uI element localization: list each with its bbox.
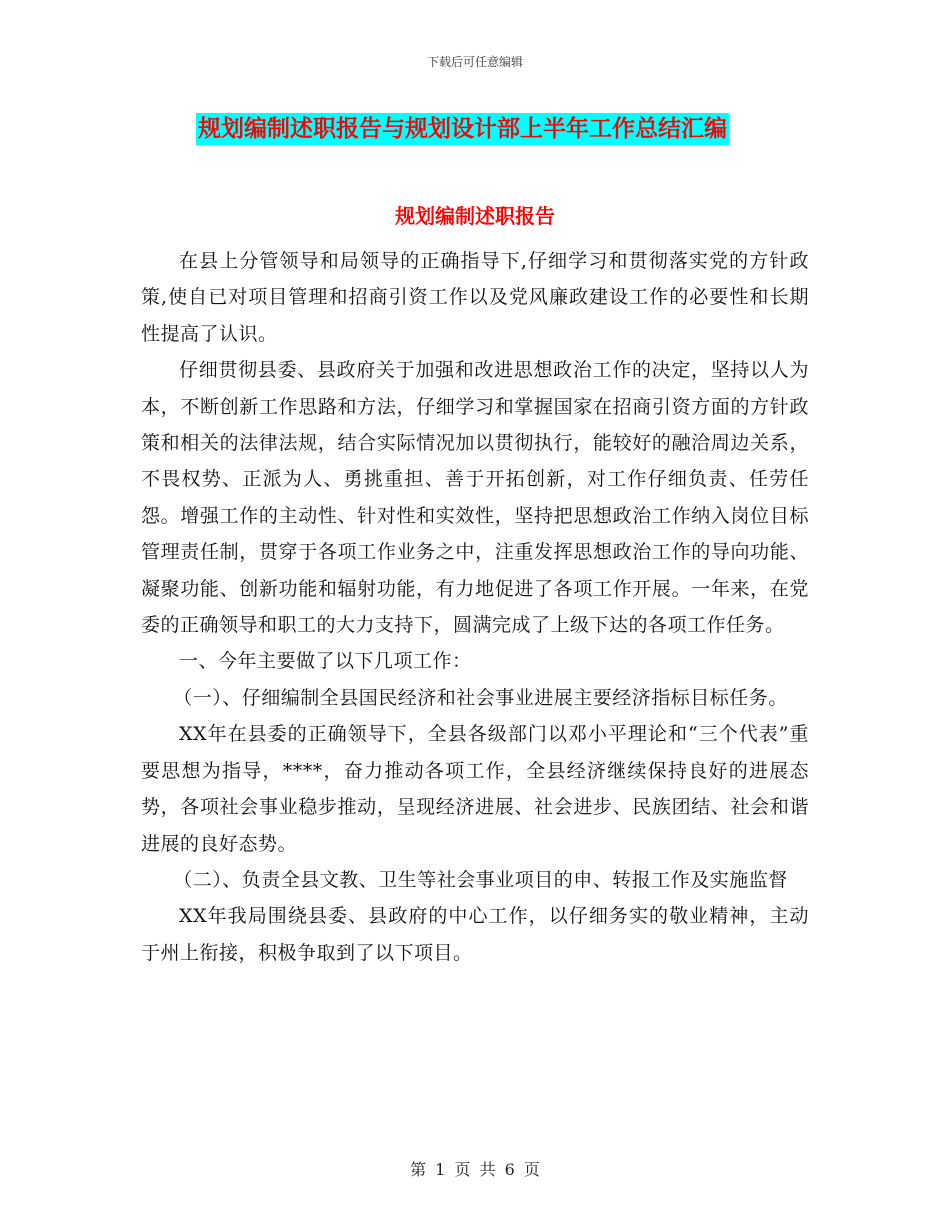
paragraph-subheading: （二）、负责全县文教、卫生等社会事业项目的申、转报工作及实施监督 xyxy=(173,868,788,891)
paragraph: 在县上分管领导和局领导的正确指导下,仔细学习和贯彻落实党的方针政策,使自已对项目管理和招商引资工作以及党风廉政建设工作的必要性和长期性提高了认识。 xyxy=(141,250,809,345)
document-body xyxy=(141,243,809,971)
paragraph: XX年在县委的正确领导下，全县各级部门以邓小平理论和“三个代表”重要思想为指导，****，奋力推动各项工作，全县经济继续保持良好的进展态势，各项社会事业稳步推动，呈现经济进展、社会进步、民族团结、社会和谐进展的良好态势。 xyxy=(141,723,809,855)
document-main-title: 规划编制述职报告与规划设计部上半年工作总结汇编 xyxy=(196,113,729,145)
paragraph: XX年我局围绕县委、县政府的中心工作，以仔细务实的敬业精神，主动于州上衔接，积极争取到了以下项目。 xyxy=(141,905,809,964)
paragraph-heading: 一、今年主要做了以下几项工作： xyxy=(179,650,472,673)
section-title: 规划编制述职报告 xyxy=(395,204,555,228)
paragraph-subheading: （一）、仔细编制全县国民经济和社会事业进展主要经济指标目标任务。 xyxy=(173,686,788,709)
paragraph: 仔细贯彻县委、县政府关于加强和改进思想政治工作的决定，坚持以人为本，不断创新工作思路和方法，仔细学习和掌握国家在招商引资方面的方针政策和相关的法律法规，结合实际情况加以贯彻执行，能较好的融洽周边关系，不畏权势、正派为人、勇挑重担、善于开拓创新，对工作仔细负责、任劳任怨。增强工作的主动性、针对性和实效性，坚持把思想政治工作纳入岗位目标管理责任制，贯穿于各项工作业务之中，注重发挥思想政治工作的导向功能、凝聚功能、创新功能和辐射功能，有力地促进了各项工作开展。一年来，在党委的正确领导和职工的大力支持下，圆满完成了上级下达的各项工作任务。 xyxy=(141,359,809,637)
page-header-note: 下载后可任意编辑 xyxy=(426,55,523,69)
page-number-footer: 第 1 页 共 6 页 xyxy=(410,1160,540,1179)
